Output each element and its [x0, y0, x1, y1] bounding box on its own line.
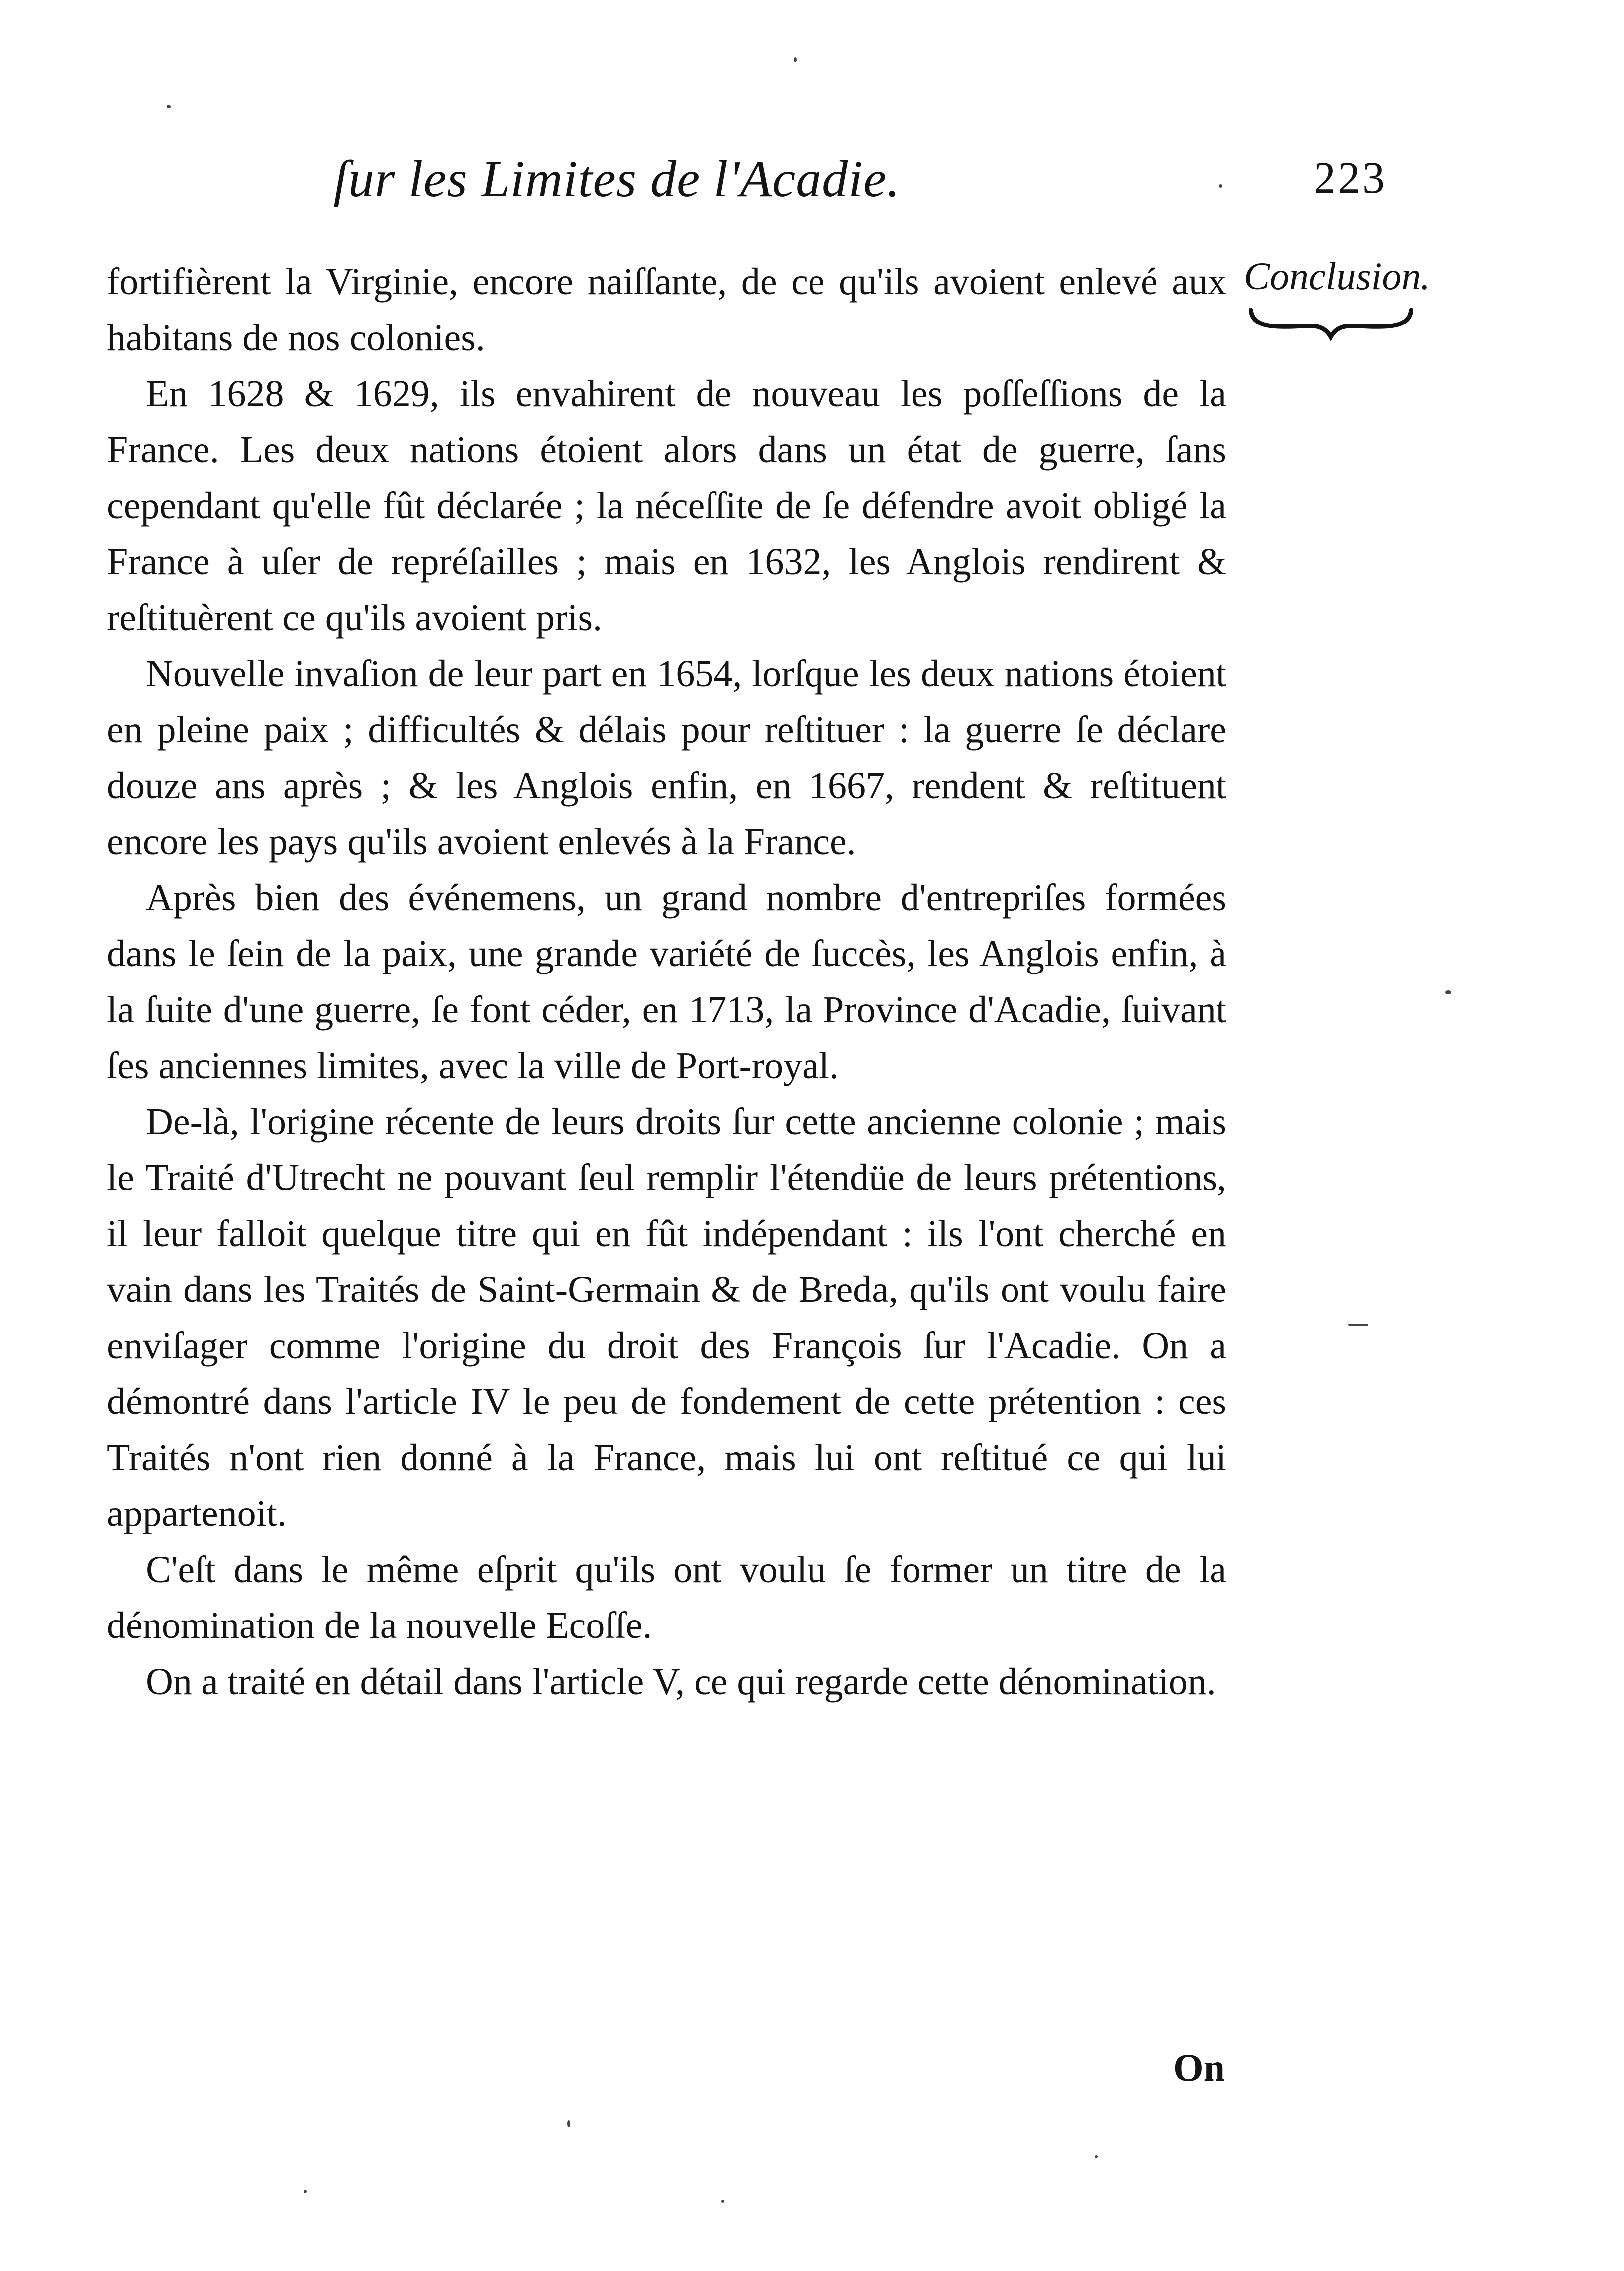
- paper-speck: [1219, 184, 1222, 188]
- body-text: [107, 254, 1226, 1710]
- running-title: ſur les Limites de l'Acadie.: [333, 150, 901, 208]
- paper-speck: [304, 2190, 307, 2193]
- paper-speck: [1095, 2155, 1098, 2158]
- paragraph-6: C'eſt dans le même eſprit qu'ils ont voulu ſe former un titre de la dénomination de la nouvelle Ecoſſe.: [107, 1548, 1226, 1646]
- paper-speck: [567, 2120, 570, 2127]
- paper-speck: [794, 57, 797, 62]
- paragraph-5: De-là, l'origine récente de leurs droits ſur cette ancienne colonie ; mais le Traité d'Utrecht ne pouvant ſeul remplir l'étendüe de leurs prétentions, il leur falloit quelque titre qui en fût indépendant : ils l'ont cherché en vain dans les Traités de Saint-Germain & de Breda, qu'ils ont voulu faire enviſager comme l'origine du droit des François ſur l'Acadie. On a démontré dans l'article IV le peu de fondement de cette prétention : ces Traités n'ont rien donné à la France, mais lui ont reſtitué ce qui lui appartenoit.: [107, 1100, 1226, 1534]
- paragraph-4: Après bien des événemens, un grand nombre d'entrepriſes formées dans le ſein de la paix, une grande variété de ſuccès, les Anglois enfin, à la ſuite d'une guerre, ſe font céder, en 1713, la Province d'Acadie, ſuivant ſes anciennes limites, avec la ville de Port-royal.: [107, 876, 1226, 1086]
- catchword: On: [1173, 2046, 1225, 2089]
- margin-brace: [1249, 306, 1413, 341]
- paper-speck: [721, 2200, 724, 2203]
- page-number: 223: [1314, 153, 1387, 203]
- paper-speck: [1348, 1324, 1368, 1326]
- paragraph-3: Nouvelle invaſion de leur part en 1654, lorſque les deux nations étoient en pleine paix ; difficultés & délais pour reſtituer : la guerre ſe déclare douze ans après ; & les Anglois enfin, en 1667, rendent & reſtituent encore les pays qu'ils avoient enlevés à la France.: [107, 652, 1226, 863]
- paper-speck: [1445, 990, 1451, 994]
- paragraph-7: On a traité en détail dans l'article V, ce qui regarde cette dénomination.: [146, 1660, 1216, 1703]
- paragraph-2: En 1628 & 1629, ils envahirent de nouveau les poſſeſſions de la France. Les deux nations étoient alors dans un état de guerre, ſans cependant qu'elle fût déclarée ; la néceſſite de ſe défendre avoit obligé la France à uſer de repréſailles ; mais en 1632, les Anglois rendirent & reſtituèrent ce qu'ils avoient pris.: [107, 373, 1226, 639]
- running-head: [0, 149, 1624, 219]
- paragraph-1: fortifièrent la Virginie, encore naiſſante, de ce qu'ils avoient enlevé aux habitans de nos colonies.: [107, 261, 1226, 359]
- paper-speck: [167, 105, 171, 108]
- margin-note: Conclusion.: [1244, 254, 1430, 298]
